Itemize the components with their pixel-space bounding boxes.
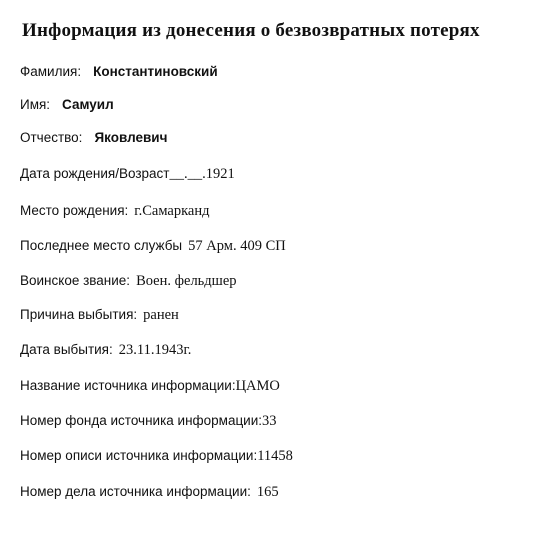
field-reason <box>20 306 179 324</box>
field-patronymic <box>20 129 167 147</box>
field-label: Номер дела источника информации: <box>20 484 251 499</box>
field-label: Номер фонда источника информации: <box>20 413 263 428</box>
field-value: 165 <box>256 484 279 500</box>
field-opis-number <box>20 447 293 465</box>
field-fond-number <box>20 412 277 430</box>
field-label: Название источника информации: <box>20 378 236 393</box>
field-leave-date <box>20 341 191 359</box>
field-value: Самуил <box>62 97 114 112</box>
field-source-name <box>20 377 280 395</box>
field-label: Воинское звание: <box>20 273 131 288</box>
field-value: __.__.1921 <box>169 166 235 182</box>
field-last-name <box>20 63 218 81</box>
field-label: Отчество: <box>20 130 83 145</box>
document-title: Информация из донесения о безвозвратных потерях <box>22 20 480 41</box>
field-value: ЦАМО <box>235 378 280 394</box>
field-rank <box>20 272 237 290</box>
field-value: Воен. фельдшер <box>136 273 237 289</box>
field-label: Имя: <box>20 97 51 112</box>
field-last-service <box>20 237 286 255</box>
field-value: 11458 <box>257 448 293 464</box>
field-label: Фамилия: <box>20 64 82 79</box>
field-value: ранен <box>143 307 179 323</box>
field-label: Последнее место службы <box>20 238 183 253</box>
field-value: Яковлевич <box>94 130 168 145</box>
field-first-name <box>20 96 114 114</box>
field-value: 57 Арм. 409 СП <box>188 238 286 254</box>
field-label: Причина выбытия: <box>20 307 138 322</box>
field-value: 33 <box>262 413 277 429</box>
field-label: Дата выбытия: <box>20 342 113 357</box>
field-value: 23.11.1943г. <box>118 342 192 358</box>
field-birth-place <box>20 202 210 220</box>
field-delo-number <box>20 483 279 501</box>
field-value: г.Самарканд <box>134 203 210 219</box>
field-label: Дата рождения/Возраст <box>20 166 170 181</box>
field-label: Место рождения: <box>20 203 129 218</box>
field-value: Константиновский <box>93 64 218 79</box>
field-label: Номер описи источника информации: <box>20 448 258 463</box>
field-birth-date <box>20 165 235 183</box>
